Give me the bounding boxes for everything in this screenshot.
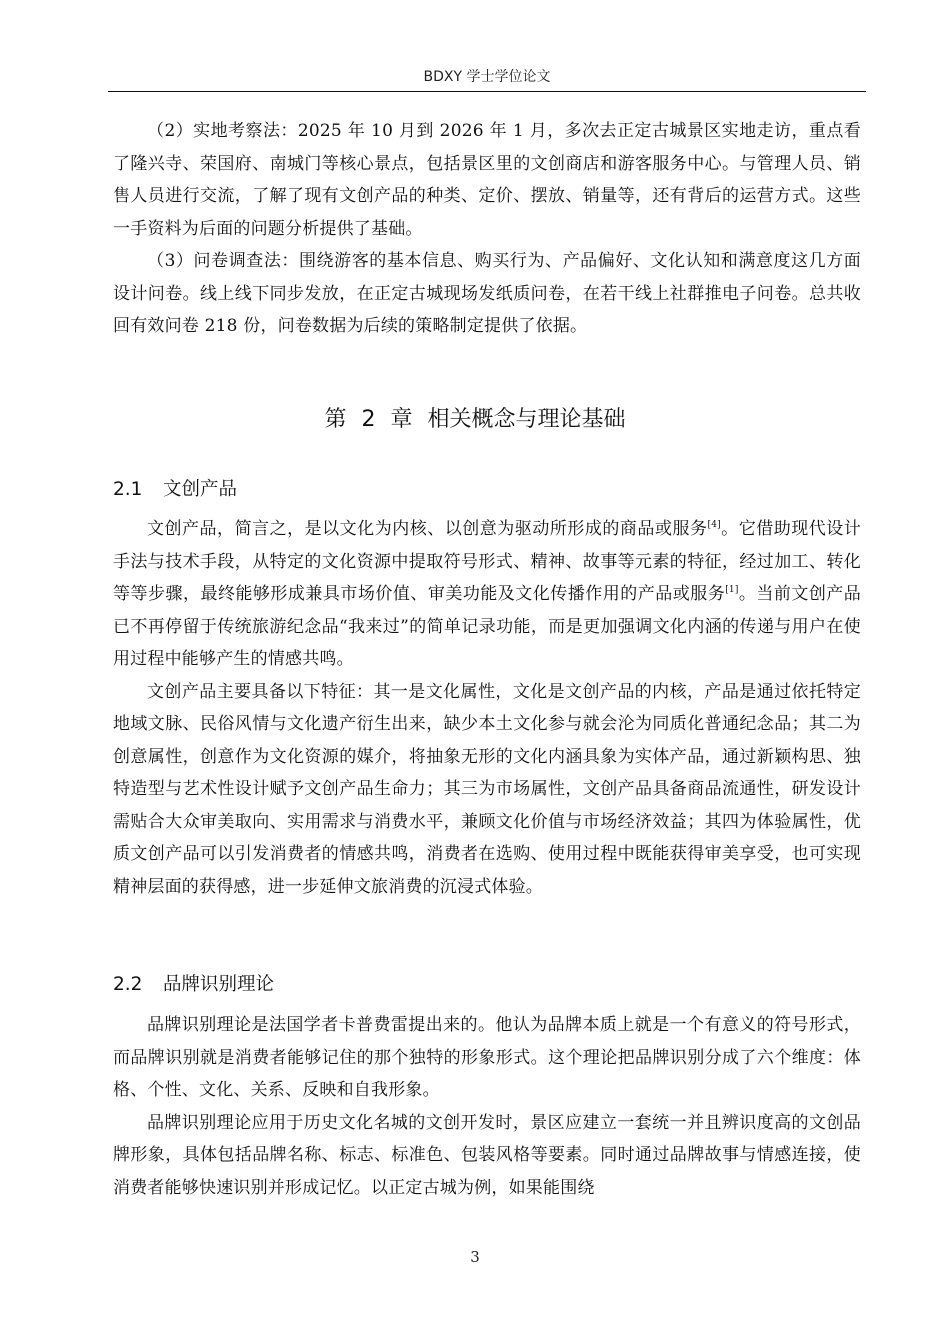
section-title: 文创产品 (163, 479, 238, 500)
section-number: 2.1 (113, 479, 143, 500)
header-rule (108, 91, 866, 92)
section-2-2-body (113, 1009, 861, 1204)
chapter-number: 第 2 章 (324, 407, 413, 432)
section-number: 2.2 (113, 974, 143, 995)
brand-application-paragraph: 品牌识别理论应用于历史文化名城的文创开发时，景区应建立一套统一并且辨识度高的文创品牌形象，具体包括品牌名称、标志、标准色、包装风格等要素。同时通过品牌故事与情感连接，使消费者能够快速识别并形成记忆。以正定古城为例，如果能围绕 (113, 1112, 861, 1198)
section-heading-2-1 (113, 475, 237, 501)
citation-ref: [4] (707, 520, 721, 530)
running-header: BDXY 学士学位论文 (423, 69, 551, 85)
chapter-heading (0, 402, 950, 433)
citation-ref: [1] (725, 585, 739, 595)
page-number: 3 (470, 1248, 480, 1266)
section-2-1-body (113, 513, 861, 903)
section-title: 品牌识别理论 (163, 974, 275, 995)
brand-identity-paragraph: 品牌识别理论是法国学者卡普费雷提出来的。他认为品牌本质上就是一个有意义的符号形式，而品牌识别就是消费者能够记住的那个独特的形象形式。这个理论把品牌识别分成了六个维度：体格、个性、文化、关系、反映和自我形象。 (113, 1015, 861, 1100)
cultural-product-definition-paragraph (113, 513, 861, 676)
section-heading-2-2 (113, 970, 274, 996)
definition-text: 文创产品，简言之，是以文化为内核、以创意为驱动所形成的商品或服务 (147, 519, 708, 539)
field-investigation-paragraph: （2）实地考察法：2025 年 10 月到 2026 年 1 月，多次去正定古城景区实地走访，重点看了隆兴寺、荣国府、南城门等核心景点，包括景区里的文创商店和游客服务中心。与管理人员、销售人员进行交流，了解了现有文创产品的种类、定价、摆放、销量等，还有背后的运营方式。这些一手资料为后面的问题分析提供了基础。 (113, 121, 861, 239)
questionnaire-paragraph: （3）问卷调查法：围绕游客的基本信息、购买行为、产品偏好、文化认知和满意度这几方面设计问卷。线上线下同步发放，在正定古城现场发纸质问卷，在若干线上社群推电子问卷。总共收回有效问卷 218 份，问卷数据为后续的策略制定提供了依据。 (113, 251, 861, 336)
chapter-title: 相关概念与理论基础 (427, 407, 626, 432)
definition-text: 。它借助现代设计手法与技术手段，从特定的文化资源中提取符号形式、精神、故事等元素的特征，经过加工、转化等等步骤，最终能够形成兼具市场价值、审美功能及文化传播作用的产品或服务 (113, 519, 861, 604)
cultural-product-features-paragraph: 文创产品主要具备以下特征：其一是文化属性，文化是文创产品的内核，产品是通过依托特定地域文脉、民俗风情与文化遗产衍生出来，缺少本土文化参与就会沦为同质化普通纪念品；其二为创意属性，创意作为文化资源的媒介，将抽象无形的文化内涵具象为实体产品，通过新颖构思、独特造型与艺术性设计赋予文创产品生命力；其三为市场属性，文创产品具备商品流通性，研发设计需贴合大众审美取向、实用需求与消费水平，兼顾文化价值与市场经济效益；其四为体验属性，优质文创产品可以引发消费者的情感共鸣，消费者在选购、使用过程中既能获得审美享受，也可实现精神层面的获得感，进一步延伸文旅消费的沉浸式体验。 (113, 681, 861, 897)
methods-paragraphs (113, 115, 861, 343)
definition-text: 。当前文创产品已不再停留于传统旅游纪念品“我来过”的简单记录功能，而是更加强调文化内涵的传递与用户在使用过程中能够产生的情感共鸣。 (113, 584, 862, 669)
